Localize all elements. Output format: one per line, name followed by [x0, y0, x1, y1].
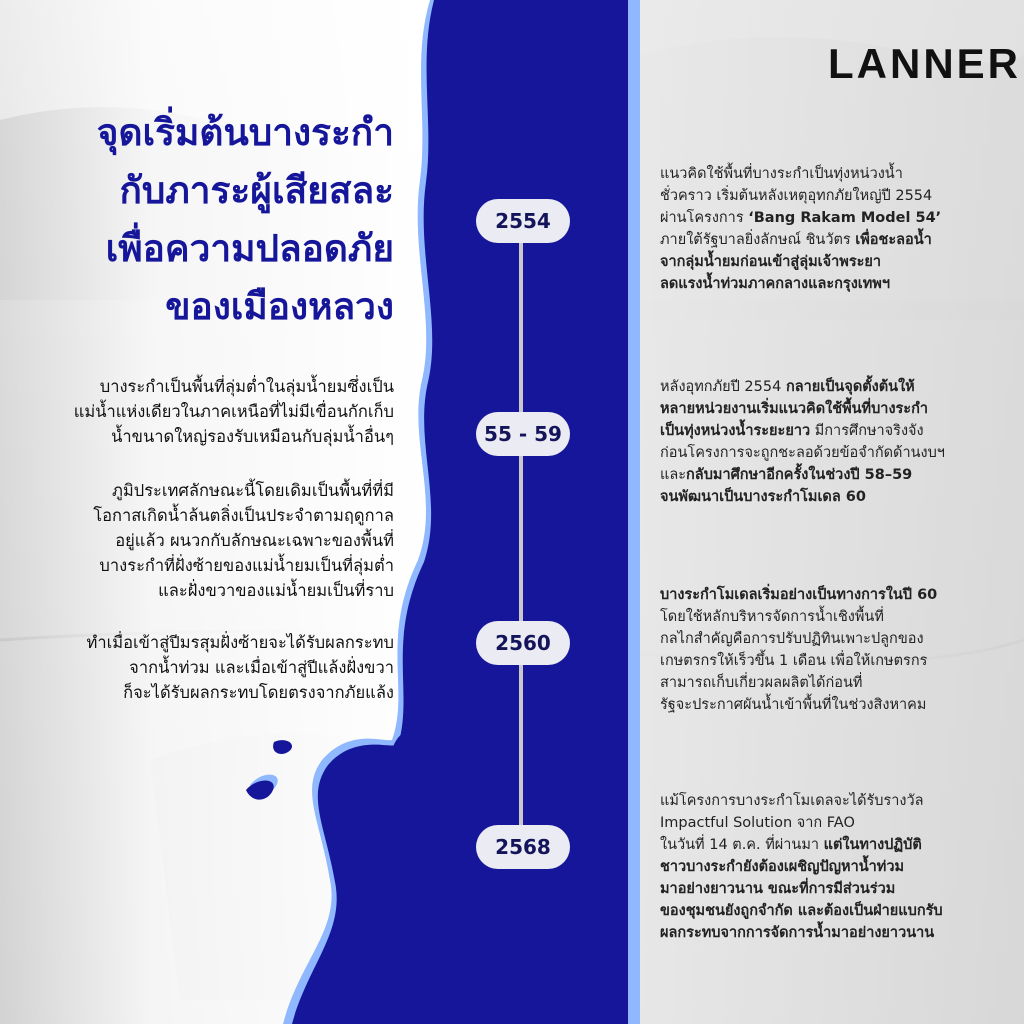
timeline-year-pill: 2568: [476, 825, 570, 869]
title-line: กับภาระผู้เสียสละ: [119, 169, 394, 212]
timeline-axis: [519, 216, 523, 852]
timeline-text-2568: แม้โครงการบางระกำโมเดลจะได้รับรางวัล Impactful Solution จาก FAO ในวันที่ 14 ต.ค. ที่ผ่านมา แต่ในทางปฏิบัติ ชาวบางระกำยังต้องเผชิญปัญหาน้ำท่วม มาอย่างยาวนาน ขณะที่การมีส่วนร่วม ของชุมชนยังถูกจำกัด และต้องเป็นฝ่ายแบกรับ ผลกระทบจากการจัดการน้ำมาอย่างยาวนาน: [660, 793, 943, 941]
timeline-year-pill: 55 - 59: [476, 412, 570, 456]
splash-drop: [246, 780, 274, 799]
page-title: [14, 104, 394, 336]
splash-drop: [273, 740, 292, 754]
timeline-text-55-59: หลังอุทกภัยปี 2554 กลายเป็นจุดตั้งต้นให้ หลายหน่วยงานเริ่มแนวคิดใช้พื้นที่บางระกำ เป็นทุ่งหน่วงน้ำระยะยาว มีการศึกษาจริงจัง ก่อนโครงการจะถูกชะลอด้วยข้อจำกัดด้านงบฯ และกลับมาศึกษาอีกครั้งในช่วงปี 58–59 จนพัฒนาเป็นบางระกำโมเดล 60: [660, 379, 945, 505]
timeline-year-pill: 2560: [476, 621, 570, 665]
left-paragraph-1: บางระกำเป็นพื้นที่ลุ่มต่ำในลุ่มน้ำยมซึ่งเป็น แม่น้ำแห่งเดียวในภาคเหนือที่ไม่มีเขื่อนกักเก็บ น้ำขนาดใหญ่รองรับเหมือนกับลุ่มน้ำอื่นๆ: [73, 377, 394, 446]
title-line: ของเมืองหลวง: [165, 285, 394, 328]
timeline-text-2560: บางระกำโมเดลเริ่มอย่างเป็นทางการในปี 60 โดยใช้หลักบริหารจัดการน้ำเชิงพื้นที่ กลไกสำคัญคือการปรับปฏิทินเพาะปลูกของ เกษตรกรให้เร็วขึ้น 1 เดือน เพื่อให้เกษตรกร สามารถเก็บเกี่ยวผลผลิตได้ก่อนที่ รัฐจะประกาศผันน้ำเข้าพื้นที่ในช่วงสิงหาคม: [660, 587, 938, 713]
title-line: เพื่อความปลอดภัย: [105, 227, 394, 270]
timeline-year-pill: 2554: [476, 199, 570, 243]
left-paragraph-3: ทำเมื่อเข้าสู่ปีมรสุมฝั่งซ้ายจะได้รับผลกระทบ จากน้ำท่วม และเมื่อเข้าสู่ปีแล้งฝั่งขวา ก็จะได้รับผลกระทบโดยตรงจากภัยแล้ง: [86, 633, 394, 702]
left-paragraph-2: ภูมิประเทศลักษณะนี้โดยเดิมเป็นพื้นที่ที่มี โอกาสเกิดน้ำล้นตลิ่งเป็นประจำตามฤดูกาล อยู่แล้ว ผนวกกับลักษณะเฉพาะของพื้นที่ บางระกำที่ฝั่งซ้ายของแม่น้ำยมเป็นที่ลุ่มต่ำ และฝั่งขวาของแม่น้ำยมเป็นที่ราบ: [93, 481, 394, 600]
lanner-logo: LANNER: [828, 40, 1021, 87]
title-line: จุดเริ่มต้นบางระกำ: [96, 111, 394, 154]
timeline-text-2554: แนวคิดใช้พื้นที่บางระกำเป็นทุ่งหน่วงน้ำ ชั่วคราว เริ่มต้นหลังเหตุอุทกภัยใหญ่ปี 2554 ผ่านโครงการ ‘Bang Rakam Model 54’ ภายใต้รัฐบาลยิ่งลักษณ์ ชินวัตร เพื่อชะลอน้ำ จากลุ่มน้ำยมก่อนเข้าสู่ลุ่มเจ้าพระยา ลดแรงน้ำท่วมภาคกลางและกรุงเทพฯ: [660, 166, 942, 292]
